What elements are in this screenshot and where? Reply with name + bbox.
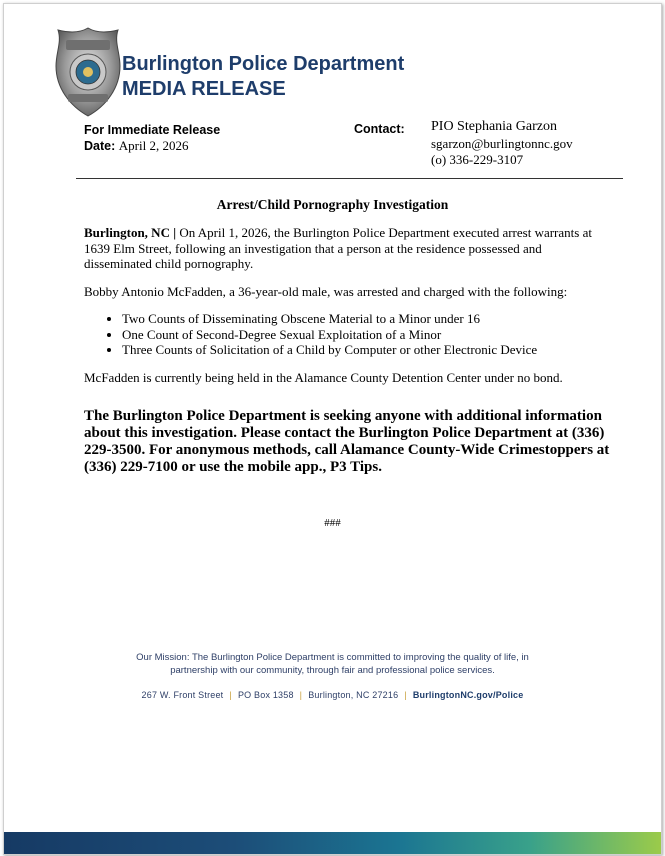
charges-list: [84, 311, 604, 358]
immediate-release-label: For Immediate Release: [84, 123, 221, 137]
header-divider: [76, 178, 623, 179]
charge-item: • Three Counts of Solicitation of a Child by Computer or other Electronic Device: [122, 342, 604, 358]
address-separator: |: [404, 690, 407, 700]
header-title: [122, 52, 404, 102]
address-street: 267 W. Front Street: [141, 690, 224, 700]
release-info: [84, 122, 220, 154]
charge-item: • Two Counts of Disseminating Obscene Material to a Minor under 16: [122, 311, 604, 327]
dateline: Burlington, NC |: [84, 225, 177, 240]
public-appeal: The Burlington Police Department is seeking anyone with additional information about this investigation. Please contact the Burlington Police Department at (336) 229-3500. For anonymous methods, call Alamance County-Wide Crimestoppers at (336) 229-7100 or use the mobile app., P3 Tips.: [84, 408, 610, 475]
date-label: Date:: [84, 139, 116, 153]
paragraph-3: McFadden is currently being held in the Alamance County Detention Center under no bond.: [84, 369, 563, 385]
website-link[interactable]: BurlingtonNC.gov/Police: [412, 690, 524, 700]
footer-gradient-bar: [4, 832, 661, 854]
paragraph-2: Bobby Antonio McFadden, a 36-year-old male, was arrested and charged with the following:: [84, 283, 568, 299]
contact-label: Contact:: [354, 122, 405, 136]
contact-name: PIO Stephania Garzon: [431, 119, 557, 134]
contact-info: [431, 119, 573, 169]
paragraph-1: [84, 225, 604, 272]
address-po-box: PO Box 1358: [237, 690, 294, 700]
department-name: Burlington Police Department: [122, 53, 405, 75]
release-type: MEDIA RELEASE: [122, 78, 286, 100]
date-value: April 2, 2026: [118, 138, 189, 153]
charge-item: • One Count of Second-Degree Sexual Exploitation of a Minor: [122, 327, 604, 343]
paragraph-1-text: On April 1, 2026, the Burlington Police Department executed arrest warrants at 1639 Elm Street, following an investigation that a person at the residence possessed and disseminated child pornography.: [84, 225, 592, 271]
contact-email[interactable]: sgarzon@burlingtonnc.gov: [431, 135, 573, 151]
address-separator: |: [299, 690, 303, 700]
address-city: Burlington, NC 27216: [308, 690, 399, 700]
contact-phone: (o) 336-229-3107: [431, 152, 524, 167]
mission-statement: Our Mission: The Burlington Police Department is committed to improving the quality of life, in partnership with our community, through fair and professional police services.: [136, 652, 529, 676]
end-marker: ###: [324, 517, 341, 529]
police-badge-icon: [54, 26, 122, 118]
footer-address: [4, 690, 661, 700]
headline: Arrest/Child Pornography Investigation: [216, 197, 449, 212]
document-page: [3, 3, 662, 855]
release-body: [84, 225, 604, 397]
address-separator: |: [229, 690, 232, 700]
